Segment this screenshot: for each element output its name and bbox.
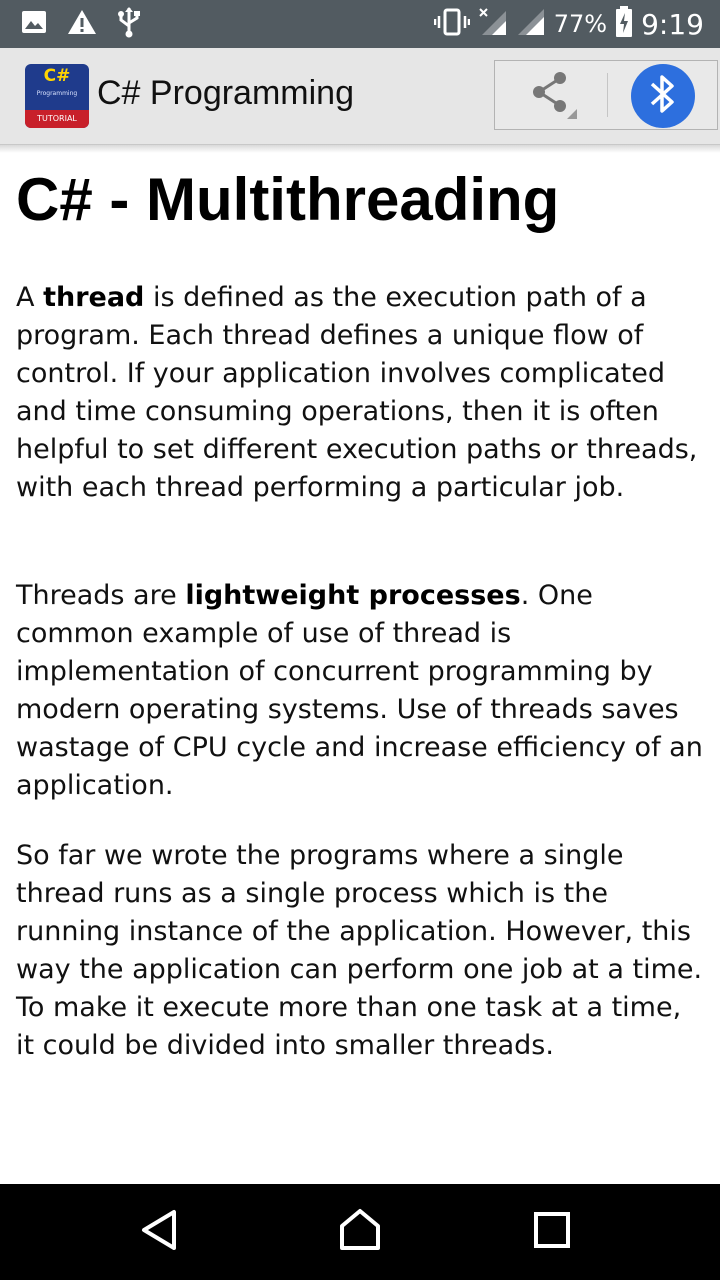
paragraph: Threads are lightweight processes. One common example of use of thread is implementation of concurrent programming by modern operating systems. Use of threads saves wastage of CPU cycle and increase efficiency of an application.	[16, 580, 703, 801]
app-logo-text: C#	[43, 66, 71, 86]
bold-term: lightweight processes	[185, 580, 521, 611]
page-title: C# - Multithreading	[16, 166, 560, 233]
bluetooth-icon	[646, 72, 680, 121]
recents-button[interactable]	[512, 1200, 592, 1264]
signal-x-icon	[478, 7, 508, 42]
signal-icon	[516, 7, 546, 42]
bluetooth-button[interactable]	[631, 64, 695, 128]
system-icons	[434, 6, 704, 42]
app-bar	[0, 48, 720, 145]
home-icon	[338, 1208, 382, 1257]
home-button[interactable]	[320, 1200, 400, 1264]
warning-icon	[66, 8, 98, 41]
clock: 9:19	[641, 7, 704, 41]
status-bar	[0, 0, 720, 48]
action-divider	[607, 73, 608, 117]
back-button[interactable]	[120, 1200, 200, 1264]
vibrate-icon	[434, 7, 470, 42]
action-buttons	[494, 60, 718, 130]
paragraph: So far we wrote the programs where a single thread runs as a single process which is the running instance of the application. However, this way the application can perform one job at a time. To make it execute more than one task at a time, it could be divided into smaller threads.	[16, 840, 703, 1061]
recents-icon	[533, 1211, 571, 1254]
navigation-bar	[0, 1184, 720, 1280]
app-title: C# Programming	[97, 74, 354, 112]
app-bar-shadow	[0, 145, 720, 153]
battery-percent: 77%	[553, 10, 608, 38]
image-icon	[20, 9, 48, 40]
notification-icons	[20, 8, 142, 40]
share-button[interactable]	[497, 63, 605, 127]
app-logo-subtext: Programming	[36, 90, 78, 97]
bold-term: thread	[43, 282, 145, 313]
article-content[interactable]	[0, 153, 720, 1085]
app-logo-banner: TUTORIAL	[25, 110, 89, 128]
app-logo[interactable]	[25, 64, 89, 128]
back-icon	[140, 1208, 180, 1257]
share-icon	[523, 65, 579, 126]
paragraph: A thread is defined as the execution path of a program. Each thread defines a unique flow of control. If your application involves complicated and time consuming operations, then it is often helpful to set different execution paths or threads, with each thread performing a particular job.	[16, 282, 698, 503]
battery-charging-icon	[615, 6, 633, 43]
usb-icon	[116, 6, 142, 43]
